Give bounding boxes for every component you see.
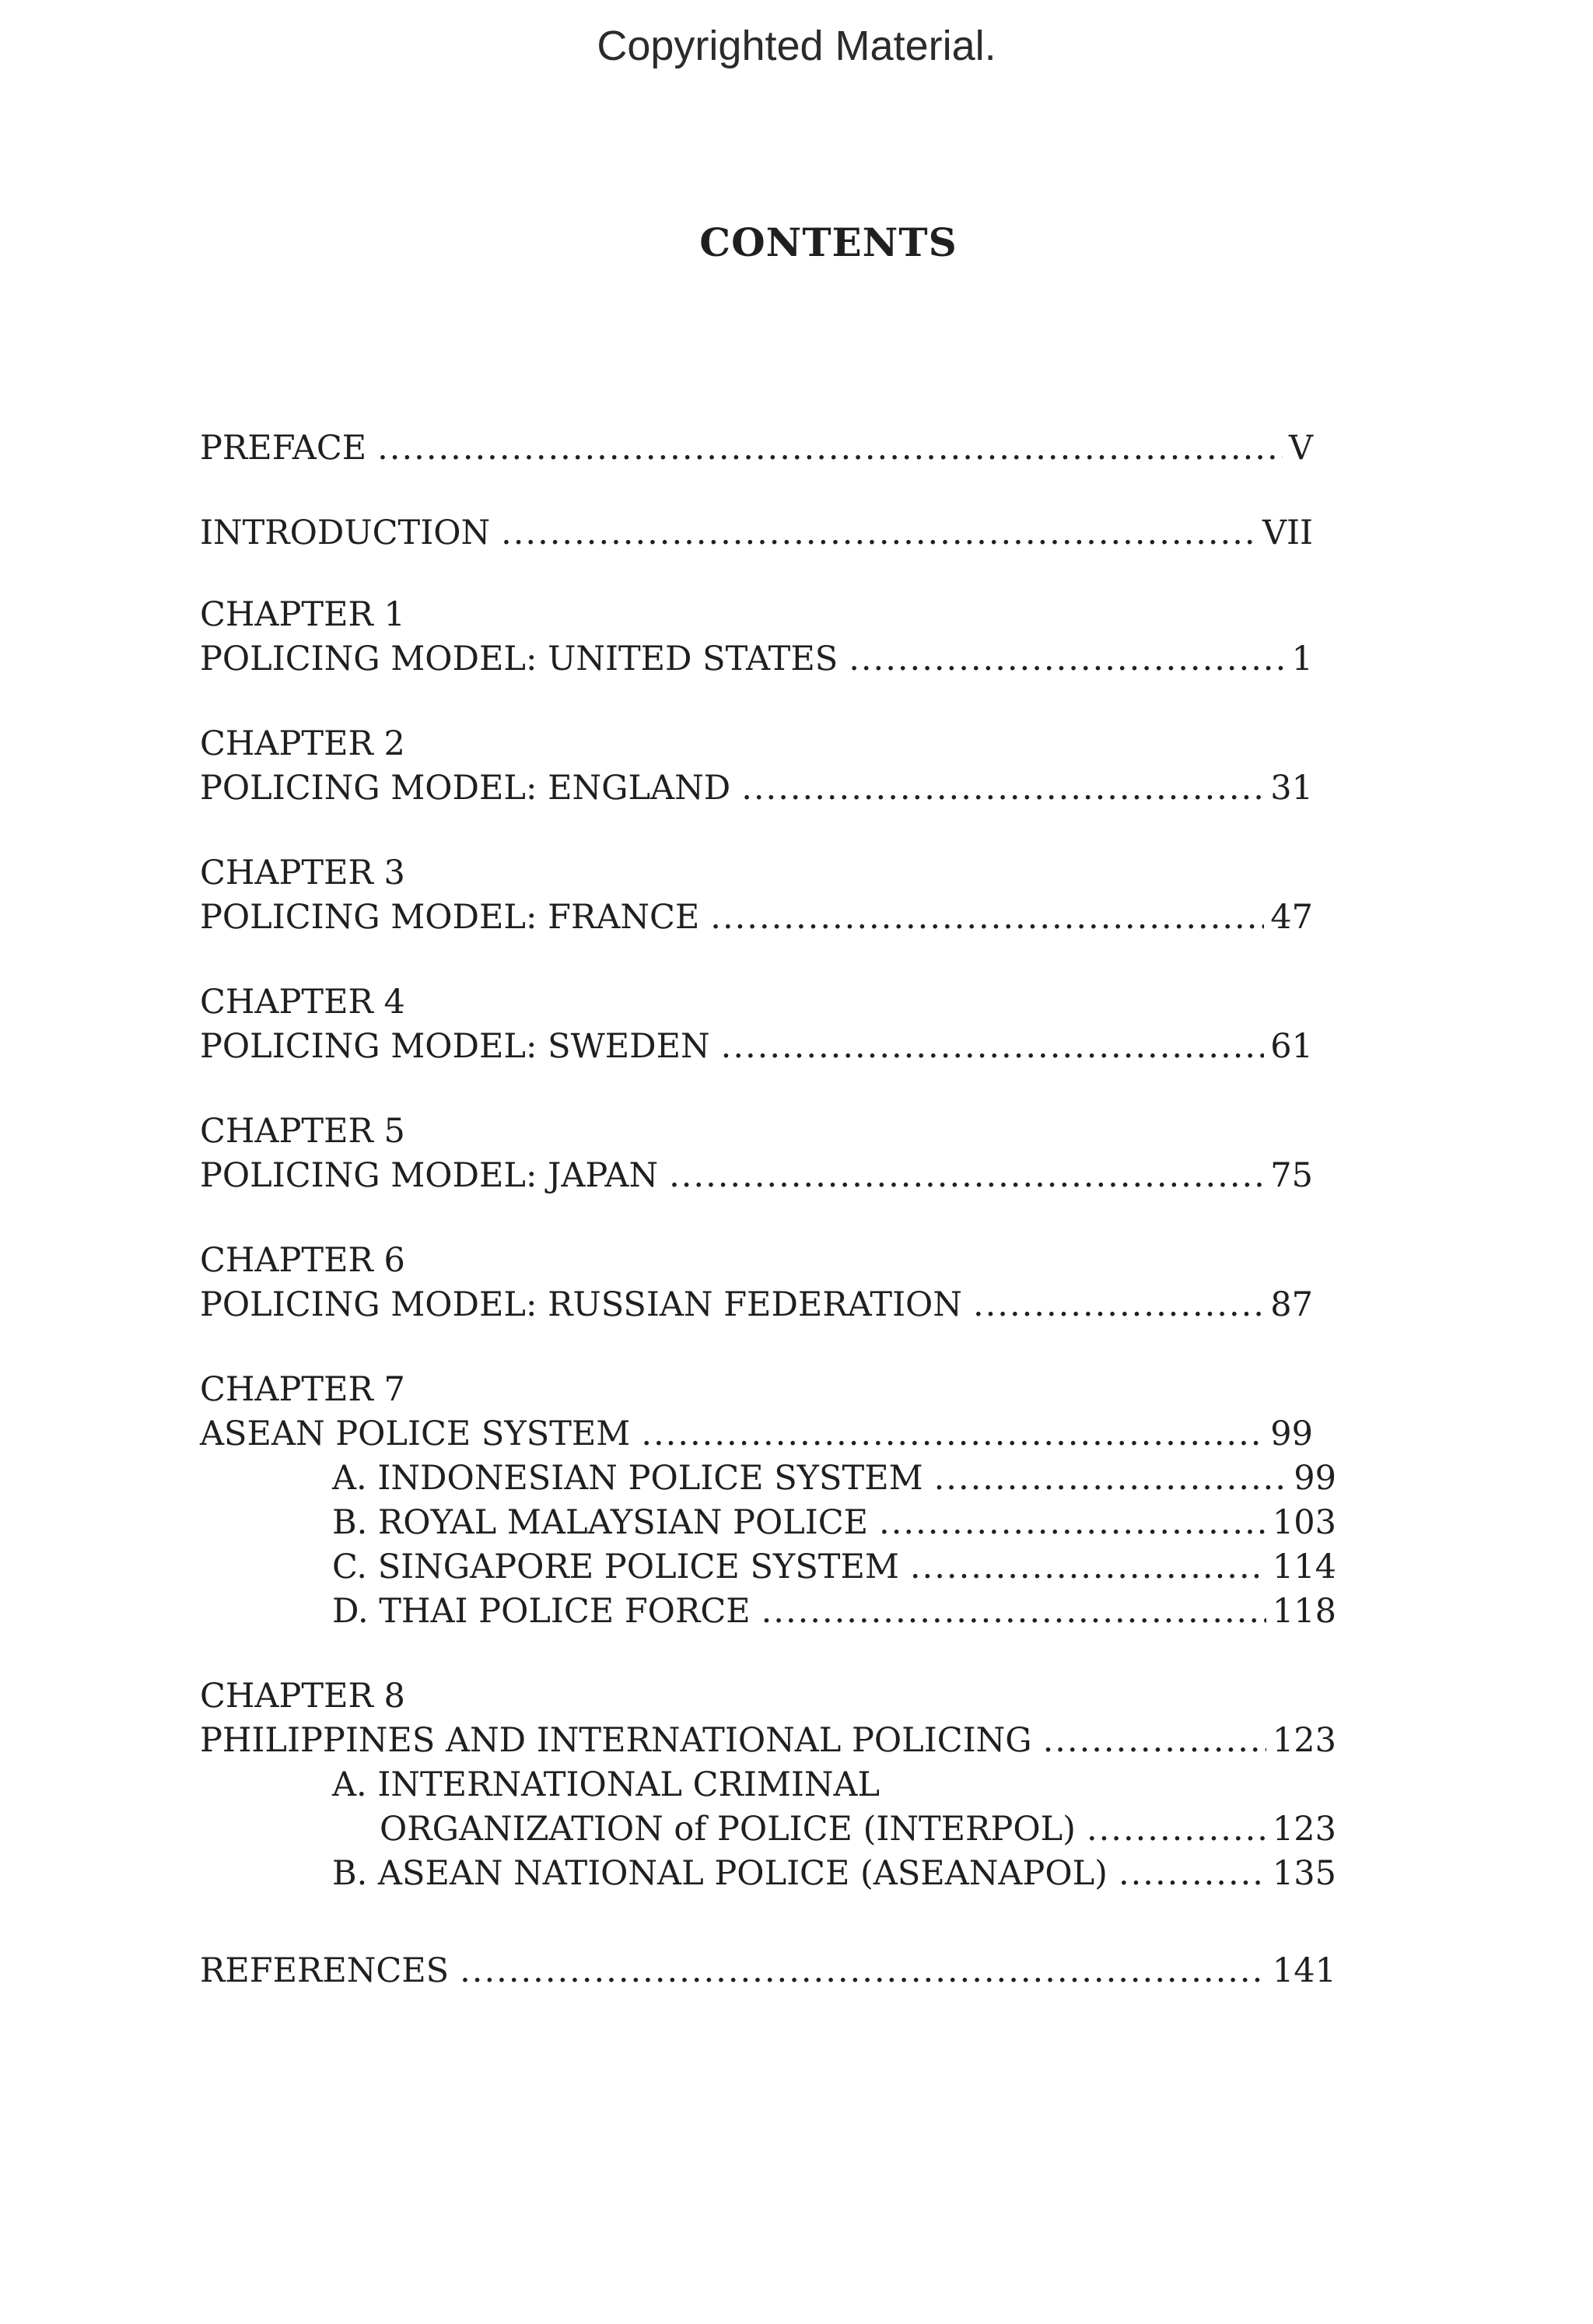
toc-entry-chapter-4 xyxy=(200,1025,1336,1069)
toc-entry-chapter-3 xyxy=(200,896,1336,940)
toc-subentry-label: A. INTERNATIONAL CRIMINAL xyxy=(332,1765,881,1804)
toc-page-number: 123 xyxy=(1272,1810,1336,1849)
toc-page-number: 135 xyxy=(1272,1854,1336,1893)
leader-dots xyxy=(910,1545,1266,1590)
toc-entry-preface xyxy=(200,426,1336,471)
toc-subentry xyxy=(200,1545,1336,1590)
leader-dots xyxy=(460,1949,1266,1993)
leader-dots xyxy=(669,1154,1264,1198)
toc-chapter-label xyxy=(200,1109,1336,1154)
toc-subentry xyxy=(200,1852,1336,1896)
leader-dots xyxy=(973,1283,1264,1327)
toc-chapter-label xyxy=(200,722,1336,766)
toc-chapter-label xyxy=(200,1239,1336,1283)
leader-dots xyxy=(641,1412,1264,1456)
toc-page-number: 114 xyxy=(1272,1548,1336,1586)
toc-entry-label: PREFACE xyxy=(200,429,367,468)
page-title: CONTENTS xyxy=(699,219,958,265)
toc-subentry-label: ORGANIZATION of POLICE (INTERPOL) xyxy=(380,1810,1076,1849)
toc-entry-label: POLICING MODEL: UNITED STATES xyxy=(200,640,839,678)
toc-subentry-label: D. THAI POLICE FORCE xyxy=(332,1592,751,1631)
leader-dots xyxy=(1043,1719,1266,1763)
toc-entry-label: REFERENCES xyxy=(200,1951,450,1990)
toc-entry-chapter-1 xyxy=(200,637,1336,682)
toc-entry-label: POLICING MODEL: FRANCE xyxy=(200,898,700,937)
toc-entry-references xyxy=(200,1949,1336,1993)
toc-chapter-label xyxy=(200,593,1336,637)
toc-entry-chapter-5 xyxy=(200,1154,1336,1198)
toc-subentry xyxy=(200,1501,1336,1545)
toc-chapter-label xyxy=(200,1674,1336,1719)
chapter-4-heading: CHAPTER 4 xyxy=(200,983,405,1022)
toc-page-number: 103 xyxy=(1272,1503,1336,1542)
leader-dots xyxy=(377,426,1283,471)
leader-dots xyxy=(501,511,1256,556)
leader-dots xyxy=(1119,1852,1266,1896)
toc-chapter-label xyxy=(200,851,1336,896)
leader-dots xyxy=(1087,1807,1266,1852)
toc-subentry xyxy=(200,1456,1336,1501)
toc-page-number: 141 xyxy=(1272,1951,1336,1990)
toc-chapter-label xyxy=(200,1368,1336,1412)
toc-entry-label: ASEAN POLICE SYSTEM xyxy=(200,1414,631,1453)
chapter-7-heading: CHAPTER 7 xyxy=(200,1370,405,1409)
toc-entry-introduction xyxy=(200,511,1336,556)
toc-entry-chapter-6 xyxy=(200,1283,1336,1327)
chapter-6-heading: CHAPTER 6 xyxy=(200,1241,405,1280)
leader-dots xyxy=(710,896,1264,940)
toc-entry-label: POLICING MODEL: JAPAN xyxy=(200,1156,659,1195)
toc-page-number: 118 xyxy=(1272,1592,1336,1631)
chapter-5-heading: CHAPTER 5 xyxy=(200,1112,405,1151)
table-of-contents xyxy=(200,426,1336,1993)
leader-dots xyxy=(879,1501,1266,1545)
toc-chapter-label xyxy=(200,980,1336,1025)
toc-subentry-label: B. ASEAN NATIONAL POLICE (ASEANAPOL) xyxy=(332,1854,1108,1893)
toc-entry-chapter-8 xyxy=(200,1719,1336,1763)
toc-entry-label: POLICING MODEL: ENGLAND xyxy=(200,769,731,808)
toc-subentry xyxy=(200,1763,1336,1807)
copyright-banner: Copyrighted Material. xyxy=(597,23,996,69)
leader-dots xyxy=(761,1590,1266,1634)
toc-entry-label: POLICING MODEL: RUSSIAN FEDERATION xyxy=(200,1285,962,1324)
toc-entry-label: INTRODUCTION xyxy=(200,514,491,552)
toc-entry-chapter-7 xyxy=(200,1412,1336,1456)
leader-dots xyxy=(934,1456,1288,1501)
chapter-1-heading: CHAPTER 1 xyxy=(200,595,405,634)
chapter-8-heading: CHAPTER 8 xyxy=(200,1677,405,1716)
toc-page-number: 1 xyxy=(1291,640,1313,678)
toc-page-number: 61 xyxy=(1270,1027,1313,1066)
toc-subentry-label: C. SINGAPORE POLICE SYSTEM xyxy=(332,1548,899,1586)
toc-subentry-label: A. INDONESIAN POLICE SYSTEM xyxy=(332,1459,923,1498)
toc-page-number: 99 xyxy=(1270,1414,1313,1453)
toc-page-number: 87 xyxy=(1270,1285,1313,1324)
toc-subentry xyxy=(200,1590,1336,1634)
toc-entry-label: POLICING MODEL: SWEDEN xyxy=(200,1027,710,1066)
toc-subentry-continued xyxy=(200,1807,1336,1852)
leader-dots xyxy=(741,766,1264,811)
toc-page-number: 99 xyxy=(1294,1459,1336,1498)
toc-entry-chapter-2 xyxy=(200,766,1336,811)
toc-page-number: 75 xyxy=(1270,1156,1313,1195)
chapter-3-heading: CHAPTER 3 xyxy=(200,854,405,892)
toc-page-number: V xyxy=(1288,429,1313,468)
toc-page-number: 123 xyxy=(1272,1721,1336,1760)
toc-page-number: 47 xyxy=(1270,898,1313,937)
toc-subentry-label: B. ROYAL MALAYSIAN POLICE xyxy=(332,1503,869,1542)
leader-dots xyxy=(721,1025,1265,1069)
toc-entry-label: PHILIPPINES AND INTERNATIONAL POLICING xyxy=(200,1721,1032,1760)
leader-dots xyxy=(849,637,1285,682)
toc-page-number: 31 xyxy=(1270,769,1313,808)
toc-page-number: VII xyxy=(1262,514,1313,552)
chapter-2-heading: CHAPTER 2 xyxy=(200,724,405,763)
